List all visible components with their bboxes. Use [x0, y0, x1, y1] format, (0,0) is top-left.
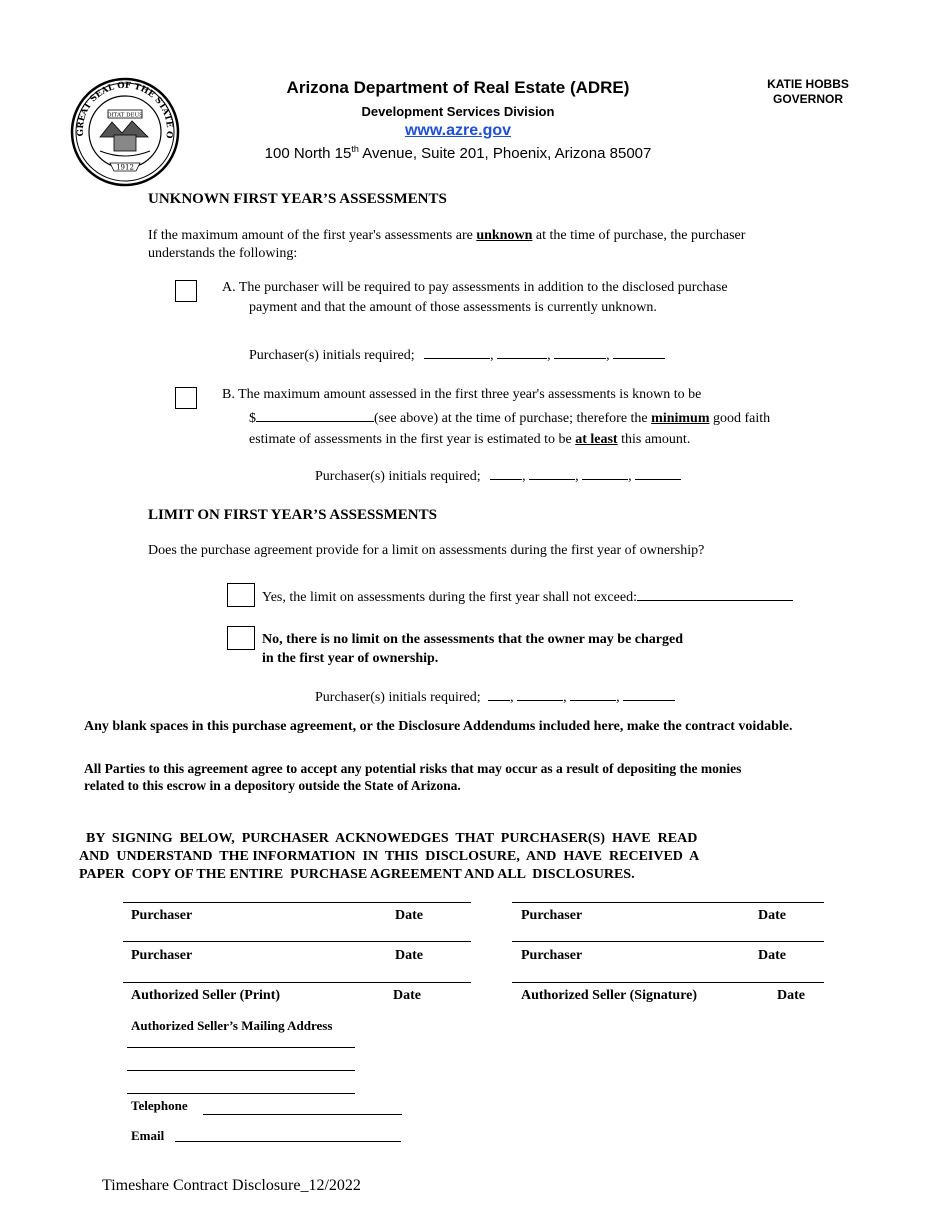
option-a-initials: Purchaser(s) initials required; , , ,: [249, 346, 665, 364]
limit-section-heading: LIMIT ON FIRST YEAR’S ASSESSMENTS: [148, 507, 437, 523]
ack-line1: BY SIGNING BELOW, PURCHASER ACKNOWEDGES THAT PURCHASER(S) HAVE READ: [86, 831, 698, 846]
signature-line[interactable]: [123, 902, 471, 903]
telephone-field[interactable]: [203, 1114, 402, 1115]
intro-line2: understands the following:: [148, 246, 298, 261]
initials-field[interactable]: [488, 688, 510, 701]
ack-line3: PAPER COPY OF THE ENTIRE PURCHASE AGREEMENT AND ALL DISCLOSURES.: [79, 867, 635, 882]
signature-line[interactable]: [512, 902, 824, 903]
state-seal: [70, 77, 180, 187]
initials-label: Purchaser(s) initials required;: [315, 690, 481, 705]
signature-line[interactable]: [123, 982, 471, 983]
initials-field[interactable]: [554, 346, 606, 359]
option-b-line3: [249, 432, 690, 448]
intro-post: at the time of purchase, the purchaser: [532, 228, 746, 243]
minimum-emph: minimum: [651, 411, 710, 426]
at-least-emph: at least: [575, 432, 618, 447]
address-part1: 100 North 15: [264, 145, 352, 162]
signature-line[interactable]: [512, 982, 824, 983]
initials-field[interactable]: [490, 467, 522, 480]
limit-yes-text: [262, 588, 793, 606]
limit-initials: Purchaser(s) initials required; , , ,: [315, 688, 675, 706]
option-b-line3-pre: estimate of assessments in the first year is estimated to be: [249, 432, 576, 447]
blank-spaces-notice: Any blank spaces in this purchase agreement, or the Disclosure Addendums included here, make the contract voidable.: [84, 719, 793, 734]
address-part2: Avenue, Suite 201, Phoenix, Arizona 85007: [358, 145, 652, 162]
governor-name: KATIE HOBBS: [767, 77, 849, 91]
address-sup: th: [351, 144, 359, 154]
acknowledgement: [79, 812, 699, 884]
initials-field[interactable]: [570, 688, 616, 701]
initials-field[interactable]: [497, 346, 547, 359]
initials-field[interactable]: [529, 467, 575, 480]
option-b-line3-post: this amount.: [617, 432, 691, 447]
option-b-initials: Purchaser(s) initials required; , , ,: [315, 467, 681, 485]
unknown-section-heading: UNKNOWN FIRST YEAR’S ASSESSMENTS: [148, 191, 447, 207]
website-link[interactable]: www.azre.gov: [404, 122, 512, 139]
signature-line[interactable]: [512, 941, 824, 942]
intro-emph: unknown: [476, 228, 533, 243]
date-label: Date: [758, 908, 786, 923]
seal-icon: [70, 77, 180, 187]
seller-print-label: Authorized Seller (Print): [131, 988, 281, 1003]
initials-field[interactable]: [582, 467, 628, 480]
limit-no-checkbox[interactable]: [227, 626, 255, 650]
address-line[interactable]: [127, 1070, 355, 1071]
limit-yes-checkbox[interactable]: [227, 583, 255, 607]
dollar-sign: $: [249, 411, 256, 426]
purchaser-label: Purchaser: [131, 908, 193, 923]
limit-yes-label: Yes, the limit on assessments during the first year shall not exceed:: [262, 590, 637, 605]
signature-line[interactable]: [123, 941, 471, 942]
address-line[interactable]: [127, 1093, 355, 1094]
initials-field[interactable]: [424, 346, 490, 359]
date-label: Date: [777, 988, 805, 1003]
limit-no-line2: in the first year of ownership.: [262, 651, 439, 666]
seller-address-label: Authorized Seller’s Mailing Address: [131, 1018, 333, 1033]
option-b-line2: [249, 409, 770, 427]
form-identifier: Timeshare Contract Disclosure_12/2022: [102, 1177, 361, 1194]
date-label: Date: [393, 988, 421, 1003]
governor-title: GOVERNOR: [772, 92, 843, 106]
initials-field[interactable]: [623, 688, 675, 701]
purchaser-label: Purchaser: [521, 908, 583, 923]
division-name: Development Services Division: [361, 104, 555, 119]
svg-text:GREAT SEAL OF THE STATE OF ARI: [70, 77, 174, 140]
date-label: Date: [395, 948, 423, 963]
option-b-mid: (see above) at the time of purchase; therefore the: [374, 411, 652, 426]
initials-label: Purchaser(s) initials required;: [249, 348, 415, 363]
purchaser-label: Purchaser: [521, 948, 583, 963]
option-a-checkbox[interactable]: [175, 280, 197, 302]
address-line[interactable]: [127, 1047, 355, 1048]
escrow-line2: related to this escrow in a depository outside the State of Arizona.: [84, 778, 461, 793]
option-a-line2: payment and that the amount of those assessments is currently unknown.: [249, 300, 657, 315]
telephone-label: Telephone: [131, 1098, 188, 1113]
purchaser-label: Purchaser: [131, 948, 193, 963]
option-b-checkbox[interactable]: [175, 387, 197, 409]
amount-field[interactable]: [256, 409, 374, 422]
initials-field[interactable]: [613, 346, 665, 359]
option-b-post: good faith: [709, 411, 771, 426]
intro-pre: If the maximum amount of the first year's assessments are: [148, 228, 477, 243]
limit-question: Does the purchase agreement provide for a limit on assessments during the first year of ownership?: [148, 543, 705, 558]
escrow-line1: All Parties to this agreement agree to accept any potential risks that may occur as a result of depositing the monies: [84, 761, 742, 776]
limit-no-line1: No, there is no limit on the assessments that the owner may be charged: [262, 632, 684, 647]
email-field[interactable]: [175, 1141, 401, 1142]
limit-amount-field[interactable]: [637, 588, 793, 601]
initials-field[interactable]: [517, 688, 563, 701]
seal-motto: DITAT DEUS: [107, 112, 143, 119]
initials-field[interactable]: [635, 467, 681, 480]
office-address: [200, 144, 716, 162]
date-label: Date: [395, 908, 423, 923]
email-label: Email: [131, 1128, 165, 1143]
initials-label: Purchaser(s) initials required;: [315, 469, 481, 484]
ack-line2: AND UNDERSTAND THE INFORMATION IN THIS DISCLOSURE, AND HAVE RECEIVED A: [79, 849, 700, 864]
seal-year: 1912: [116, 163, 134, 172]
seal-ring-text: GREAT SEAL OF THE STATE O: [75, 80, 175, 139]
escrow-notice: [84, 760, 741, 794]
date-label: Date: [758, 948, 786, 963]
agency-name: Arizona Department of Real Estate (ADRE): [286, 78, 630, 97]
unknown-intro: [148, 227, 848, 263]
option-b-line1: B. The maximum amount assessed in the first three year's assessments is known to be: [222, 387, 702, 402]
option-a-line1: A. The purchaser will be required to pay assessments in addition to the disclosed purchase: [222, 280, 728, 295]
seller-signature-label: Authorized Seller (Signature): [521, 988, 698, 1003]
